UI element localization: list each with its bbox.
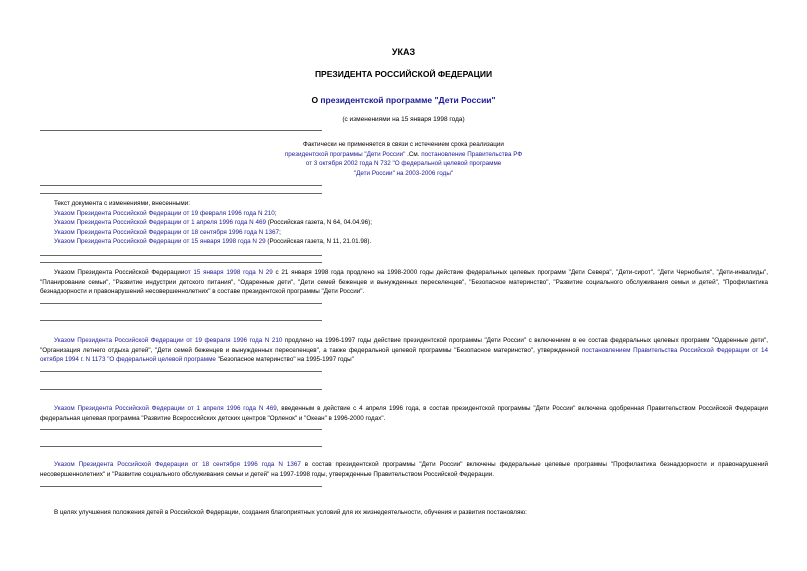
decree-heading: УКАЗ xyxy=(391,47,416,57)
divider xyxy=(40,303,322,304)
validity-line-2: президентской программы "Дети России" .См. постановление Правительства РФ xyxy=(284,150,523,158)
amended-by-list xyxy=(54,199,372,247)
list-item: Указом Президента Российской Федерации от 19 февраля 1996 года N 210; xyxy=(54,209,277,217)
amendment-link[interactable]: Указом Президента Российской Федерации от 19 февраля 1996 года N 210 xyxy=(54,209,275,217)
divider xyxy=(40,255,322,256)
decree-subject xyxy=(0,95,807,105)
program-link[interactable]: президентской программы "Дети России" xyxy=(284,150,406,158)
resolution-link[interactable]: постановление Правительства РФ xyxy=(421,150,523,158)
resolution-link-cont[interactable]: от 3 октября 2002 года N 732 "О федеральной целевой программе xyxy=(305,160,502,167)
decree-link[interactable]: Указом Президента Российской Федерации от 19 февраля 1996 года N 210 xyxy=(54,337,283,344)
subject-prefix: О xyxy=(311,95,321,105)
decree-link[interactable]: от 15 января 1998 года N 29 xyxy=(184,269,273,276)
subject-link[interactable]: президентской программе "Дети России" xyxy=(320,95,496,105)
decree-link[interactable]: Указом Президента Российской Федерации от 1 апреля 1996 года N 469 xyxy=(54,405,277,412)
final-paragraph: В целях улучшения положения детей в Российской Федерации, создания благоприятных условий для их жизнедеятельности, обучения и развития постановляю: xyxy=(54,509,527,516)
divider xyxy=(40,130,322,131)
divider xyxy=(40,193,322,194)
divider xyxy=(40,429,322,430)
divider xyxy=(40,389,322,390)
amendment-link[interactable]: Указом Президента Российской Федерации от 1 апреля 1996 года N 469 xyxy=(54,219,266,226)
divider xyxy=(40,320,322,321)
decree-issuer: ПРЕЗИДЕНТА РОССИЙСКОЙ ФЕДЕРАЦИИ xyxy=(314,69,493,79)
amendment-link[interactable]: Указом Президента Российской Федерации от 18 сентября 1996 года N 1367 xyxy=(54,228,280,236)
paragraph-2: Указом Президента Российской Федерации от 19 февраля 1996 года N 210 продлено на 1996-1997 годы действие президентской программы "Дети России" с включением в ее состав федеральных целевых программ "Одаренные дети", "Организация летнего отдыха детей", "Дети семей беженцев и вынужденных переселенцев", а также федеральной целевой программы "Безопасное материнство", утвержденной постановлением Правительства Российской Федерации от 14 октября 1994 г. N 1173 "О федеральной целевой программе "Безопасное материнство" на 1995-1997 годы" xyxy=(40,337,768,363)
list-item: Указом Президента Российской Федерации от 1 апреля 1996 года N 469 (Российская газета, N 64, 04.04.96); xyxy=(54,219,372,226)
paragraph-1: Указом Президента Российской Федерацииот 15 января 1998 года N 29 с 21 января 1998 года продлено на 1998-2000 годы действие федеральных целевых программ "Дети Севера", "Дети-сирот", "Дети Чернобыля", "Дети-инвалиды", "Планирование семьи", "Развитие индустрии детского питания", "Одаренные дети", "Дети семей беженцев и вынужденных переселенцев", "Безопасное материнство", "Развитие социального обслуживания семьи и детей", "Профилактика безнадзорности и правонарушений несовершеннолетних" в составе президентской программы "Дети России". xyxy=(40,269,768,295)
amendments-note: (с изменениями на 15 января 1998 года) xyxy=(342,116,465,123)
divider xyxy=(40,486,322,487)
validity-line-1: Фактически не применяется в связи с истечением срока реализации xyxy=(303,141,504,148)
divider xyxy=(40,446,322,447)
list-item: Указом Президента Российской Федерации от 15 января 1998 года N 29 (Российская газета, N 11, 21.01.98). xyxy=(54,238,372,245)
validity-note xyxy=(0,140,807,178)
amendment-link[interactable]: Указом Президента Российской Федерации от 15 января 1998 года N 29 xyxy=(54,238,266,245)
amended-by-heading: Текст документа с изменениями, внесенными: xyxy=(54,200,190,207)
divider xyxy=(40,262,322,263)
decree-link[interactable]: Указом Президента Российской Федерации от 18 сентября 1996 года N 1367 xyxy=(54,461,301,468)
divider xyxy=(40,371,322,372)
divider xyxy=(40,185,322,186)
resolution-link-cont2[interactable]: "Дети России" на 2003-2006 годы" xyxy=(353,169,454,177)
list-item: Указом Президента Российской Федерации от 18 сентября 1996 года N 1367; xyxy=(54,228,281,236)
resolution-link[interactable]: постановлением Правительства Российской Федерации от 14 октября 1994 г. N 1173 "О федеральной целевой программе xyxy=(40,346,768,363)
paragraph-3: Указом Президента Российской Федерации от 1 апреля 1996 года N 469, введенным в действие с 4 апреля 1996 года, в состав президентской программы "Дети России" включена одобренная Правительством Российской Федерации федеральная целевая программа "Развитие Всероссийских детских центров "Орленок" и "Океан" в 1996-2000 годах". xyxy=(40,405,768,422)
paragraph-4: Указом Президента Российской Федерации от 18 сентября 1996 года N 1367 в состав президентской программы "Дети России" включены федеральные целевые программы "Профилактика безнадзорности и правонарушений несовершеннолетних" и "Развитие социального обслуживания семьи и детей" на 1997-1998 годы, утвержденные Правительством Российской Федерации. xyxy=(40,461,768,478)
